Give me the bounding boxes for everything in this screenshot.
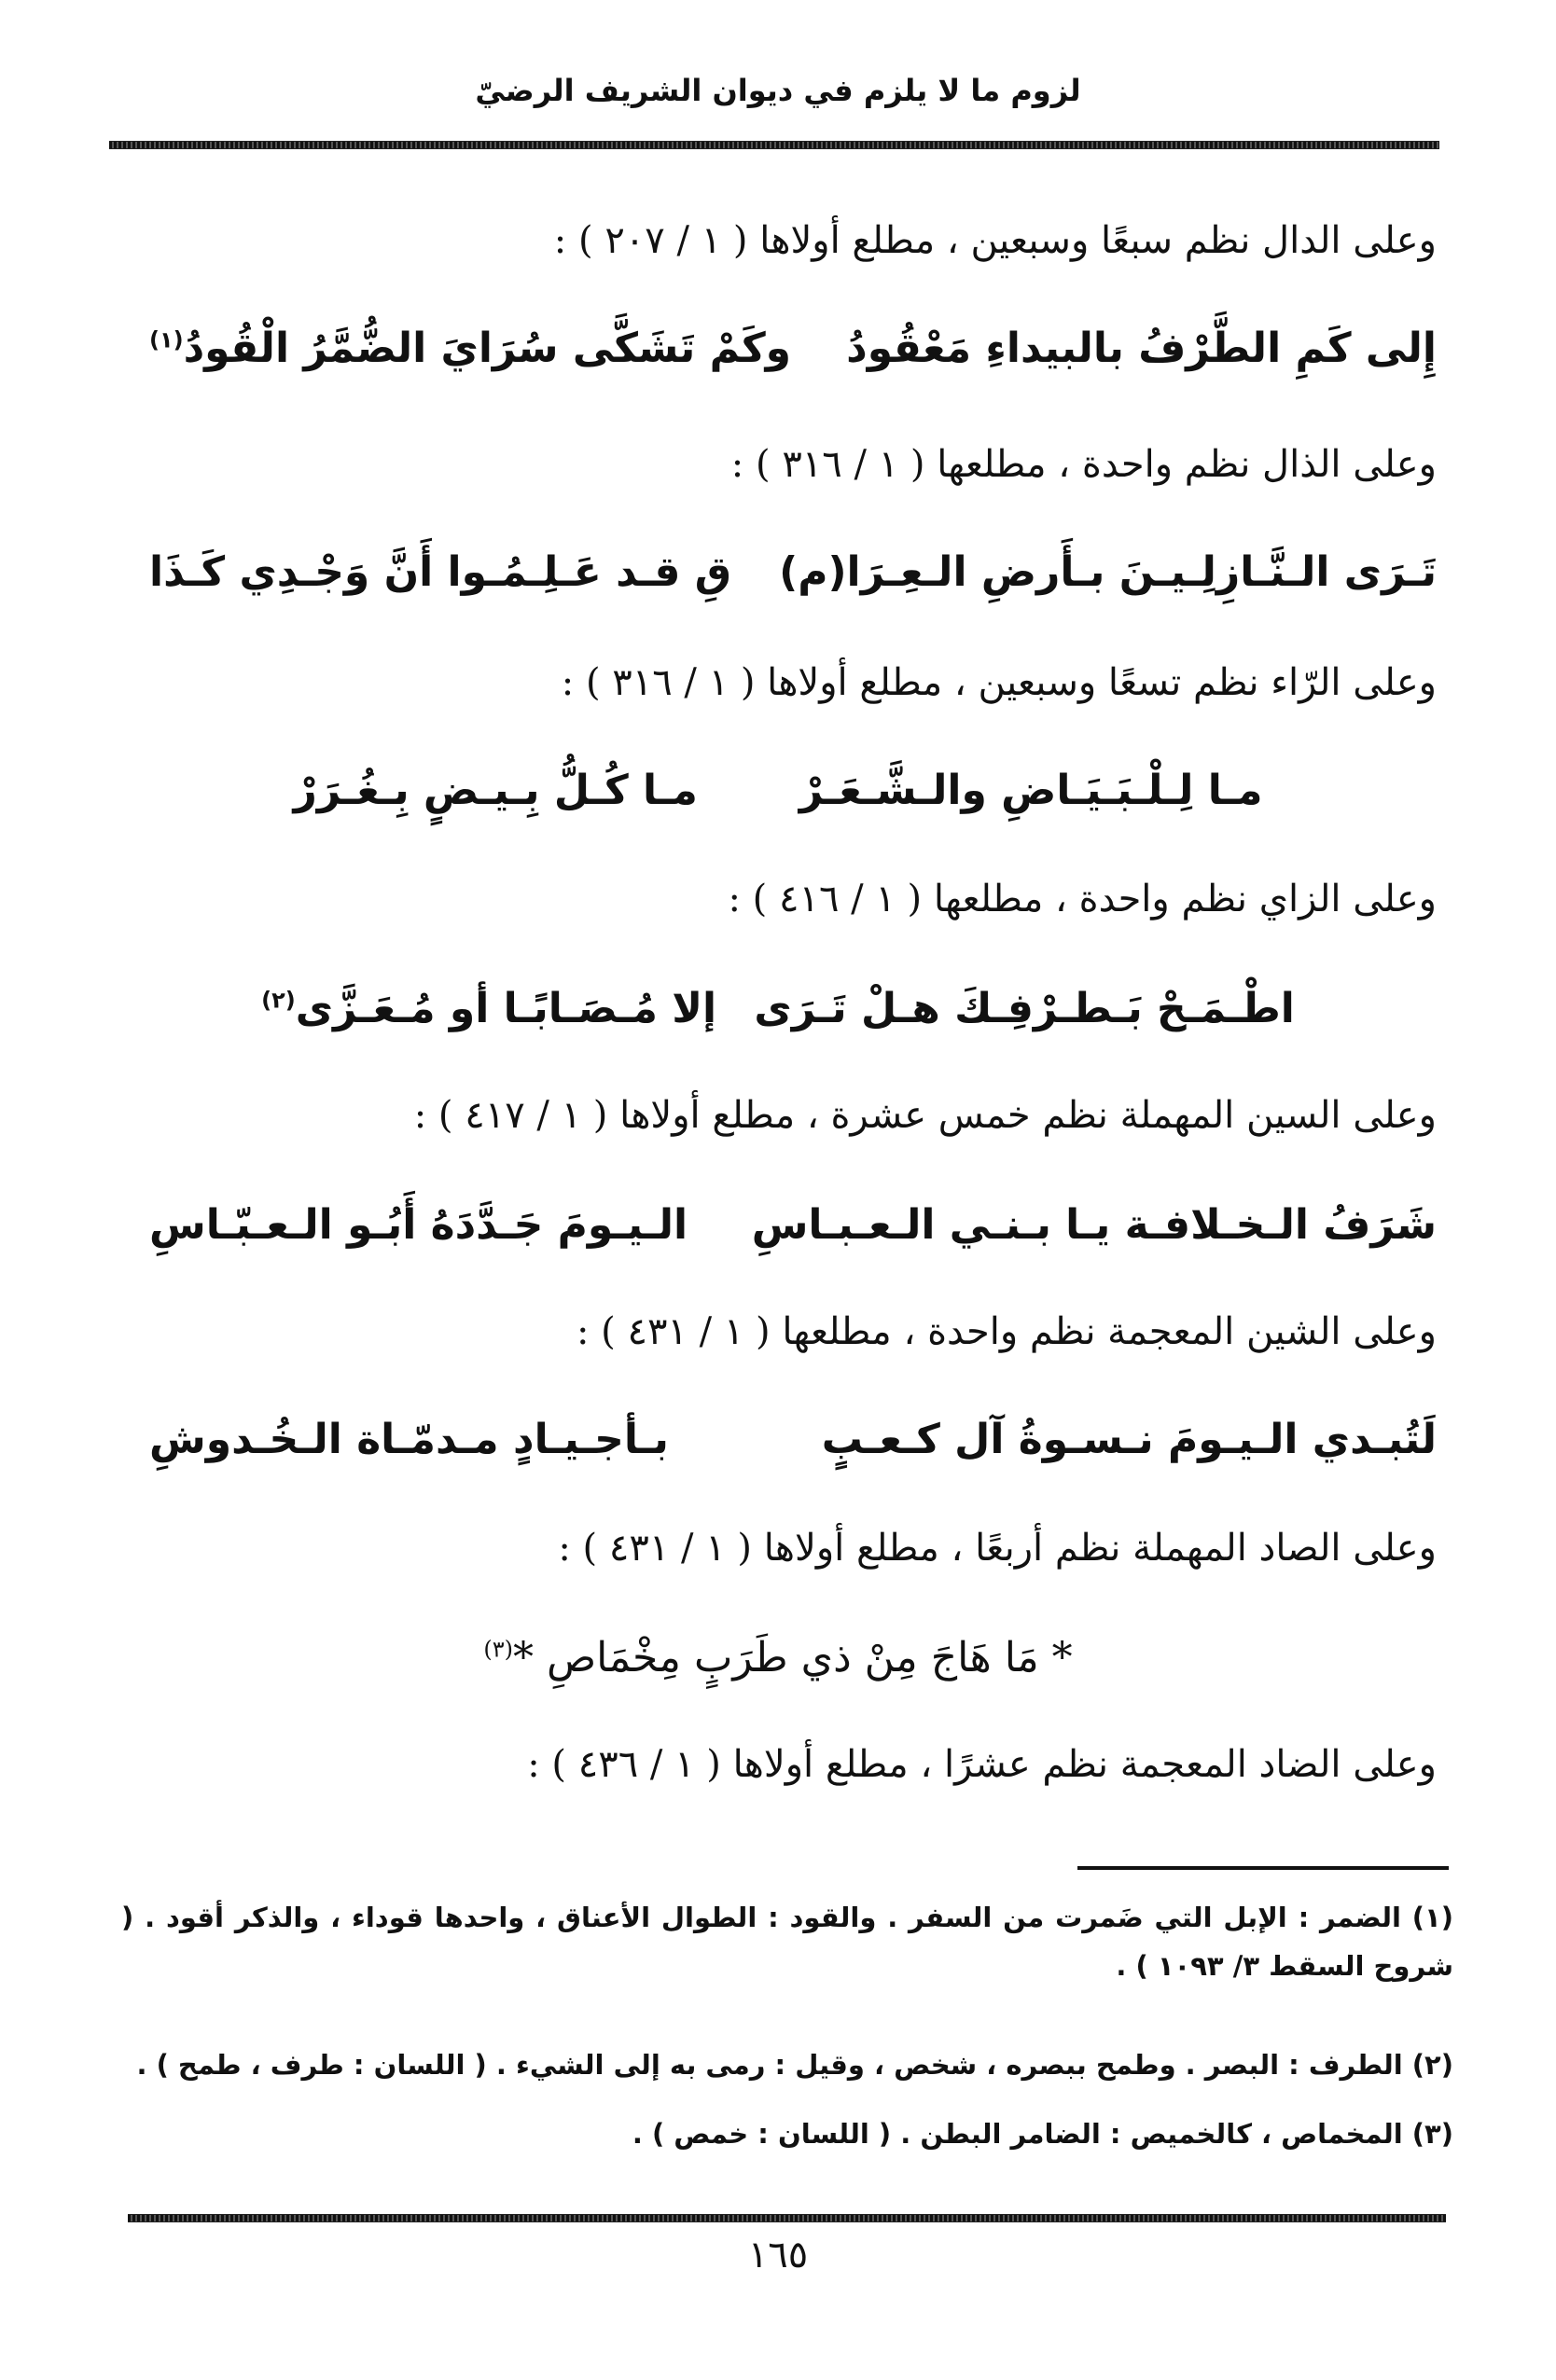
verse-line xyxy=(149,1416,1437,1463)
verse-hemistich-second xyxy=(149,325,792,372)
footnote-ref: (٣) xyxy=(483,1636,513,1663)
prose-line: وعلى الضاد المعجمة نظم عشرًا ، مطلع أولاها ( ١ / ٤٣٦ ) : xyxy=(527,1743,1437,1786)
verse-hemistich-text: إلا مُـصَـابًـا أو مُـعَـزَّى xyxy=(295,985,717,1032)
verse-hemistich-first: إِلى كَمِ الطَّرْفُ بالبيداءِ مَعْقُودُ xyxy=(846,325,1437,372)
verse-hemistich-second: قِ قـد عَـلِـمُـوا أَنَّ وَجْـدِي كَـذَا xyxy=(149,548,732,596)
verse-line xyxy=(149,1201,1437,1249)
verse-hemistich-second: مـا كُـلُّ بِـيـضٍ بِـغُـرَرْ xyxy=(293,767,698,814)
footnote-3: (٣) المخماص ، كالخميص : الضامر البطن . ( اللسان : خمص ) . xyxy=(632,2118,1453,2150)
prose-line: وعلى الصاد المهملة نظم أربعًا ، مطلع أولاها ( ١ / ٤٣١ ) : xyxy=(558,1527,1437,1570)
verse-hemistich-first: لَتُبـدي الـيـومَ نـسـوةُ آل كـعـبٍ xyxy=(821,1416,1437,1463)
single-verse-line xyxy=(0,1634,1556,1681)
page-number: ١٦٥ xyxy=(747,2234,809,2276)
footnote-ref: (٢) xyxy=(261,987,296,1014)
verse-line xyxy=(149,548,1437,596)
prose-line: وعلى السين المهملة نظم خمس عشرة ، مطلع أولاها ( ١ / ٤١٧ ) : xyxy=(413,1094,1437,1137)
footnote-2: (٢) الطرف : البصر . وطمح ببصره ، شخص ، وقيل : رمى به إلى الشيء . ( اللسان : طرف ، طمح ) . xyxy=(136,2049,1453,2081)
verse-hemistich-first: تَـرَى الـنَّـازِلِـيـنَ بـأَرضِ الـعِـرَا(م) xyxy=(779,548,1437,596)
verse-text xyxy=(483,1634,1073,1681)
footnote-separator xyxy=(1077,1866,1449,1870)
prose-line: وعلى الرّاء نظم تسعًا وسبعين ، مطلع أولاها ( ١ / ٣١٦ ) : xyxy=(561,661,1437,704)
prose-line: وعلى الزاي نظم واحدة ، مطلعها ( ١ / ٤١٦ ) : xyxy=(728,878,1437,920)
verse-hemistich-text: وكَمْ تَشَكَّى سُرَايَ الضُّمَّرُ الْقُودُ xyxy=(183,325,792,372)
verse-hemistich-first: مـا لِـلْـبَـيَـاضِ والـشَّـعَـرْ xyxy=(799,767,1263,814)
footnote-ref: (١) xyxy=(149,326,184,353)
verse-line xyxy=(243,767,1313,814)
verse-hemistich-first: شَرَفُ الـخـلافـة يـا بـنـي الـعـبـاسِ xyxy=(751,1201,1437,1249)
verse-line xyxy=(243,985,1313,1032)
footer-rule xyxy=(128,2214,1446,2222)
footnote-1: (١) الضمر : الإبل التي ضَمرت من السفر . والقود : الطوال الأعناق ، واحدها قوداء ، والذكر أقود . ( شروح السقط ٣/ ١٠٩٣ ) . xyxy=(121,1902,1453,1982)
running-header-title: لزوم ما لا يلزم في ديوان الشريف الرضيّ xyxy=(475,73,1081,108)
verse-hemistich-first: اطْـمَـحْ بَـطـرْفِـكَ هـلْ تَـرَى xyxy=(754,985,1295,1032)
prose-line: وعلى الشين المعجمة نظم واحدة ، مطلعها ( ١ / ٤٣١ ) : xyxy=(576,1310,1437,1353)
verse-hemistich-second: الـيـومَ جَـدَّدَهُ أَبُـو الـعـبّـاسِ xyxy=(149,1201,688,1249)
header-rule xyxy=(109,141,1439,149)
verse-hemistich-second xyxy=(261,985,717,1032)
prose-line: وعلى الذال نظم واحدة ، مطلعها ( ١ / ٣١٦ ) : xyxy=(730,443,1437,486)
prose-line: وعلى الدال نظم سبعًا وسبعين ، مطلع أولاها ( ١ / ٢٠٧ ) : xyxy=(553,219,1437,262)
verse-line xyxy=(149,325,1437,372)
verse-single-text: * مَا هَاجَ مِنْ ذي طَرَبٍ مِخْمَاصِ * xyxy=(512,1634,1073,1681)
verse-hemistich-second: بـأجـيـادٍ مـدمّـاة الـخُـدوشِ xyxy=(149,1416,669,1463)
